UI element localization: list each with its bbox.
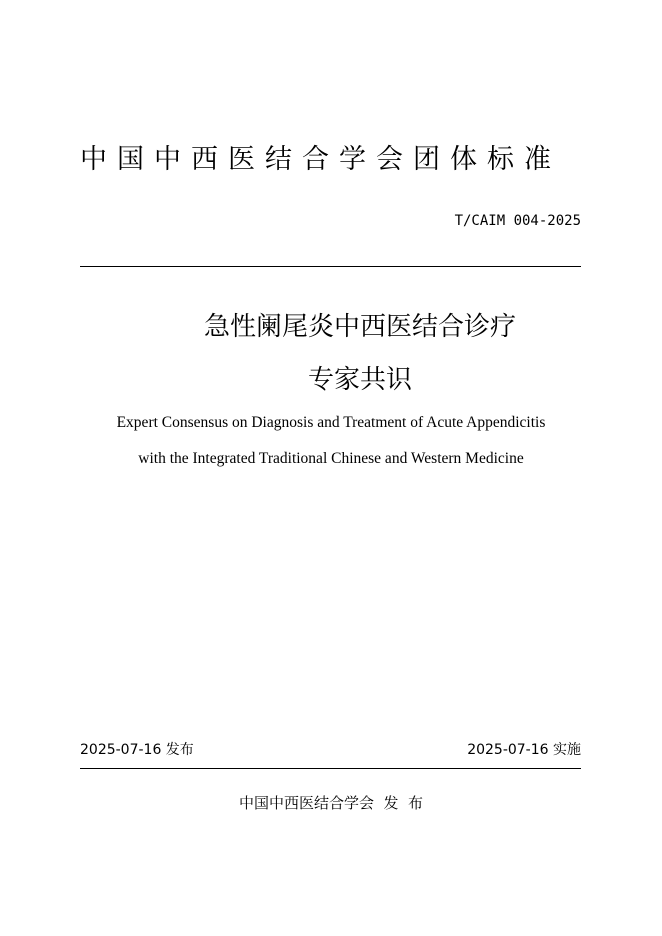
english-title-line-2: with the Integrated Traditional Chinese and Western Medicine [138, 450, 524, 467]
top-divider [80, 266, 581, 267]
effective-date: 2025-07-16 实施 [467, 742, 581, 758]
chinese-title-line-2: 专家共识 [307, 365, 412, 395]
standard-code: T/CAIM 004-2025 [454, 213, 581, 229]
english-title-line-1: Expert Consensus on Diagnosis and Treatment of Acute Appendicitis [116, 414, 546, 431]
publish-date: 2025-07-16 发布 [80, 742, 194, 758]
chinese-title-line-1: 急性阑尾炎中西医结合诊疗 [203, 312, 516, 342]
bottom-divider [80, 768, 581, 769]
publisher: 中国中西医结合学会 发 布 [238, 794, 424, 812]
organization-standard-title: 中国中西医结合学会团体标准 [80, 144, 561, 175]
